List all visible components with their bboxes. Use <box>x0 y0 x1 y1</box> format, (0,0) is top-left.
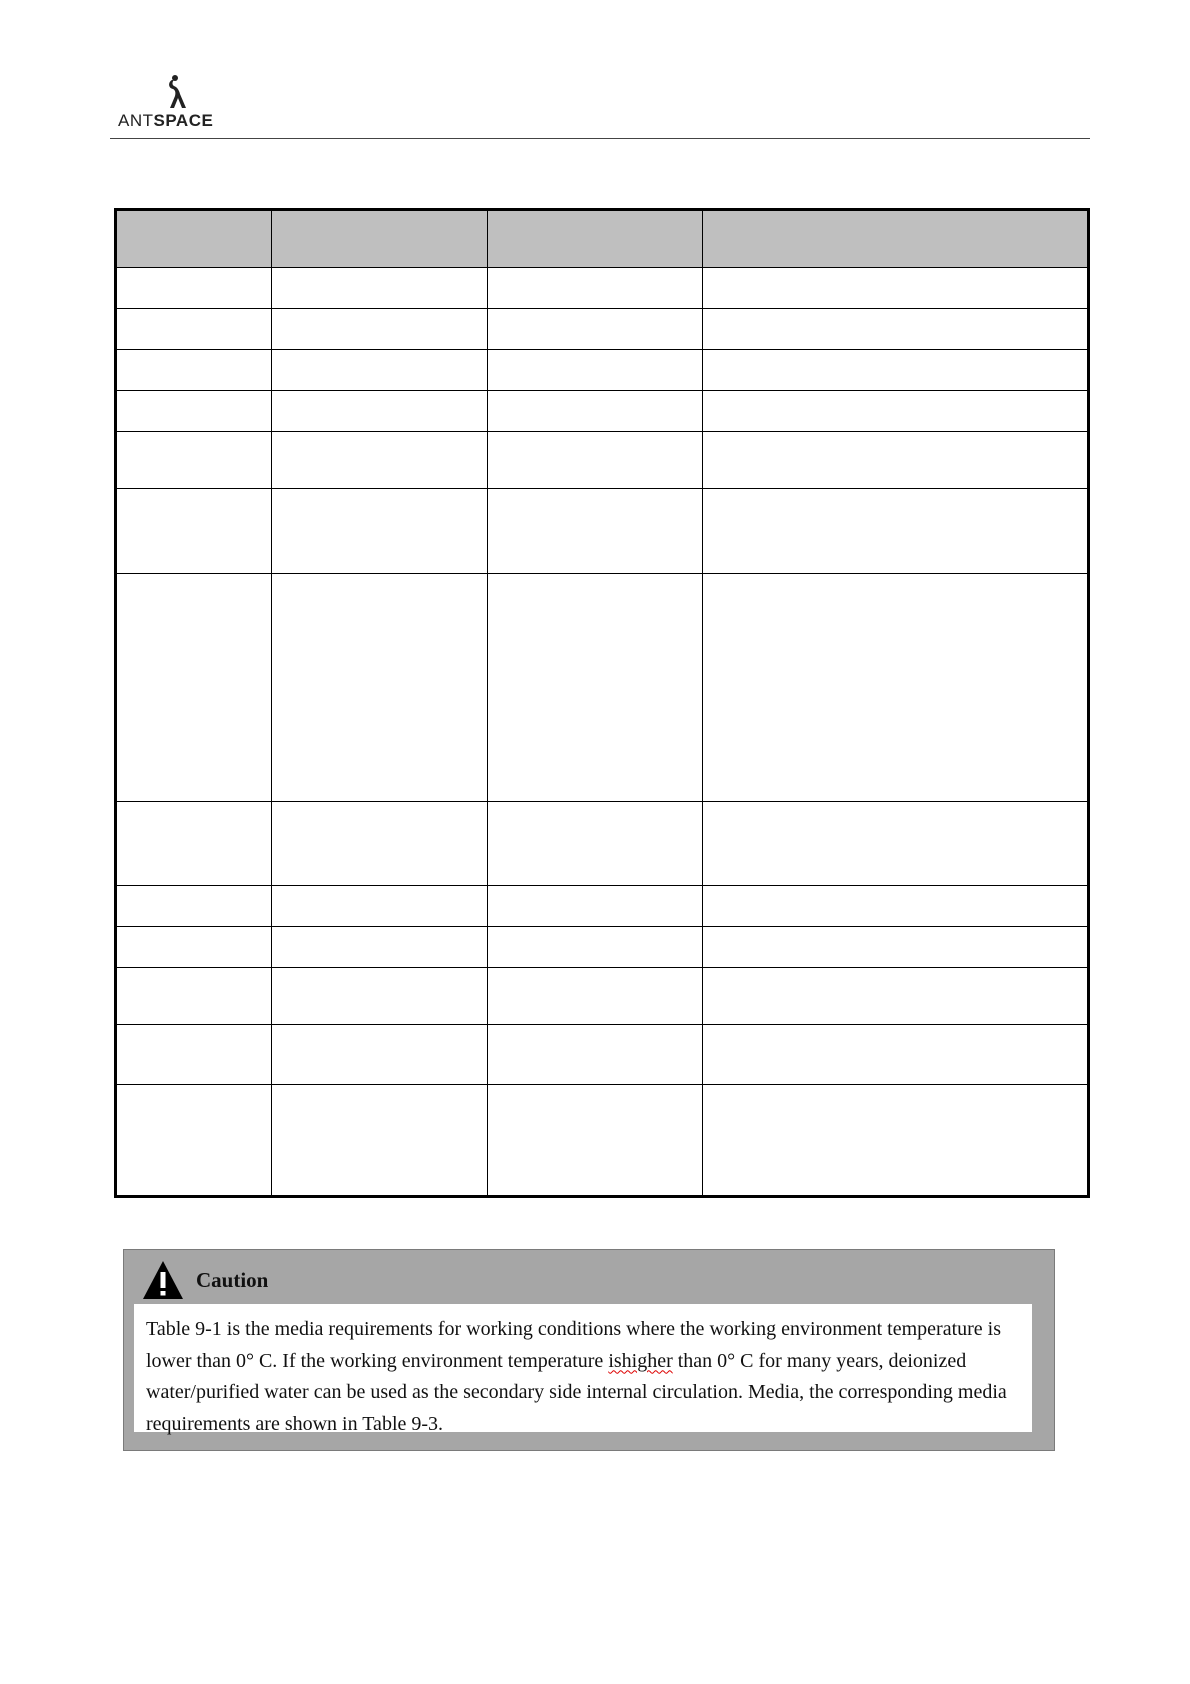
media-requirements-table <box>114 208 1090 1198</box>
table-row <box>116 927 1089 968</box>
table-cell <box>703 432 1089 489</box>
table-cell <box>272 1025 488 1085</box>
table-row <box>116 1025 1089 1085</box>
table-cell <box>116 927 272 968</box>
table-row <box>116 268 1089 309</box>
table-cell <box>116 489 272 574</box>
table-cell <box>116 802 272 886</box>
table-cell <box>272 574 488 802</box>
table-cell <box>703 268 1089 309</box>
table-cell <box>272 927 488 968</box>
table-cell <box>703 574 1089 802</box>
table-cell <box>272 1085 488 1197</box>
table-row <box>116 309 1089 350</box>
table-header-row <box>116 210 1089 268</box>
table-cell <box>488 432 703 489</box>
table-row <box>116 802 1089 886</box>
table-cell <box>488 1025 703 1085</box>
table-cell <box>488 268 703 309</box>
table-cell <box>488 968 703 1025</box>
table-cell <box>116 968 272 1025</box>
table-cell <box>703 350 1089 391</box>
table-cell <box>703 886 1089 927</box>
table-row <box>116 432 1089 489</box>
table-header-cell <box>116 210 272 268</box>
caution-text <box>134 1304 1032 1435</box>
table-cell <box>116 432 272 489</box>
table-cell <box>488 574 703 802</box>
table-cell <box>703 1085 1089 1197</box>
table-cell <box>116 1085 272 1197</box>
caution-title: Caution <box>196 1268 269 1292</box>
table-cell <box>272 489 488 574</box>
caution-box <box>123 1249 1055 1451</box>
table-cell <box>272 391 488 432</box>
spellcheck-flagged-word: ishigher <box>608 1349 673 1372</box>
table-header-cell <box>703 210 1089 268</box>
table-cell <box>272 886 488 927</box>
table-cell <box>703 927 1089 968</box>
logo-wordmark <box>118 111 213 131</box>
table-row <box>116 391 1089 432</box>
table-row <box>116 350 1089 391</box>
table-cell <box>116 886 272 927</box>
table-cell <box>703 309 1089 350</box>
table-cell <box>272 968 488 1025</box>
warning-triangle-icon <box>142 1260 184 1300</box>
table-cell <box>488 391 703 432</box>
table-cell <box>116 574 272 802</box>
table-cell <box>272 268 488 309</box>
table-cell <box>272 802 488 886</box>
logo-text-bold: SPACE <box>153 111 214 130</box>
table-header-cell <box>488 210 703 268</box>
table-cell <box>703 391 1089 432</box>
table-cell <box>272 432 488 489</box>
table-cell <box>488 309 703 350</box>
antspace-logo <box>118 74 228 132</box>
table-cell <box>272 309 488 350</box>
table-header-cell <box>272 210 488 268</box>
table-row <box>116 489 1089 574</box>
caution-text-part1: Table 9-1 is the media requirements for working conditions where the working environment temperature is lower than 0° C. If the working environment temperature <box>146 1318 1002 1372</box>
table-cell <box>116 268 272 309</box>
table-cell <box>488 802 703 886</box>
table-cell <box>703 489 1089 574</box>
table-cell <box>703 802 1089 886</box>
table-cell <box>272 350 488 391</box>
table-row <box>116 968 1089 1025</box>
caution-text-part2: than 0° C for many years, deionized water/purified water can be used as the secondary side internal circulation. Media, the corresponding media requirements are shown in Table 9-3. <box>146 1349 1007 1435</box>
table-row <box>116 574 1089 802</box>
table-cell <box>703 968 1089 1025</box>
page-header <box>110 72 1090 139</box>
table-cell <box>488 1085 703 1197</box>
logo-text-light: ANT <box>118 111 154 130</box>
table-row <box>116 886 1089 927</box>
table-cell <box>116 1025 272 1085</box>
table-cell <box>488 886 703 927</box>
table-cell <box>703 1025 1089 1085</box>
antspace-ant-icon <box>164 74 192 112</box>
table-cell <box>488 489 703 574</box>
table-cell <box>116 309 272 350</box>
table-row <box>116 1085 1089 1197</box>
table-cell <box>488 350 703 391</box>
table-cell <box>488 927 703 968</box>
table-cell <box>116 350 272 391</box>
table-cell <box>116 391 272 432</box>
